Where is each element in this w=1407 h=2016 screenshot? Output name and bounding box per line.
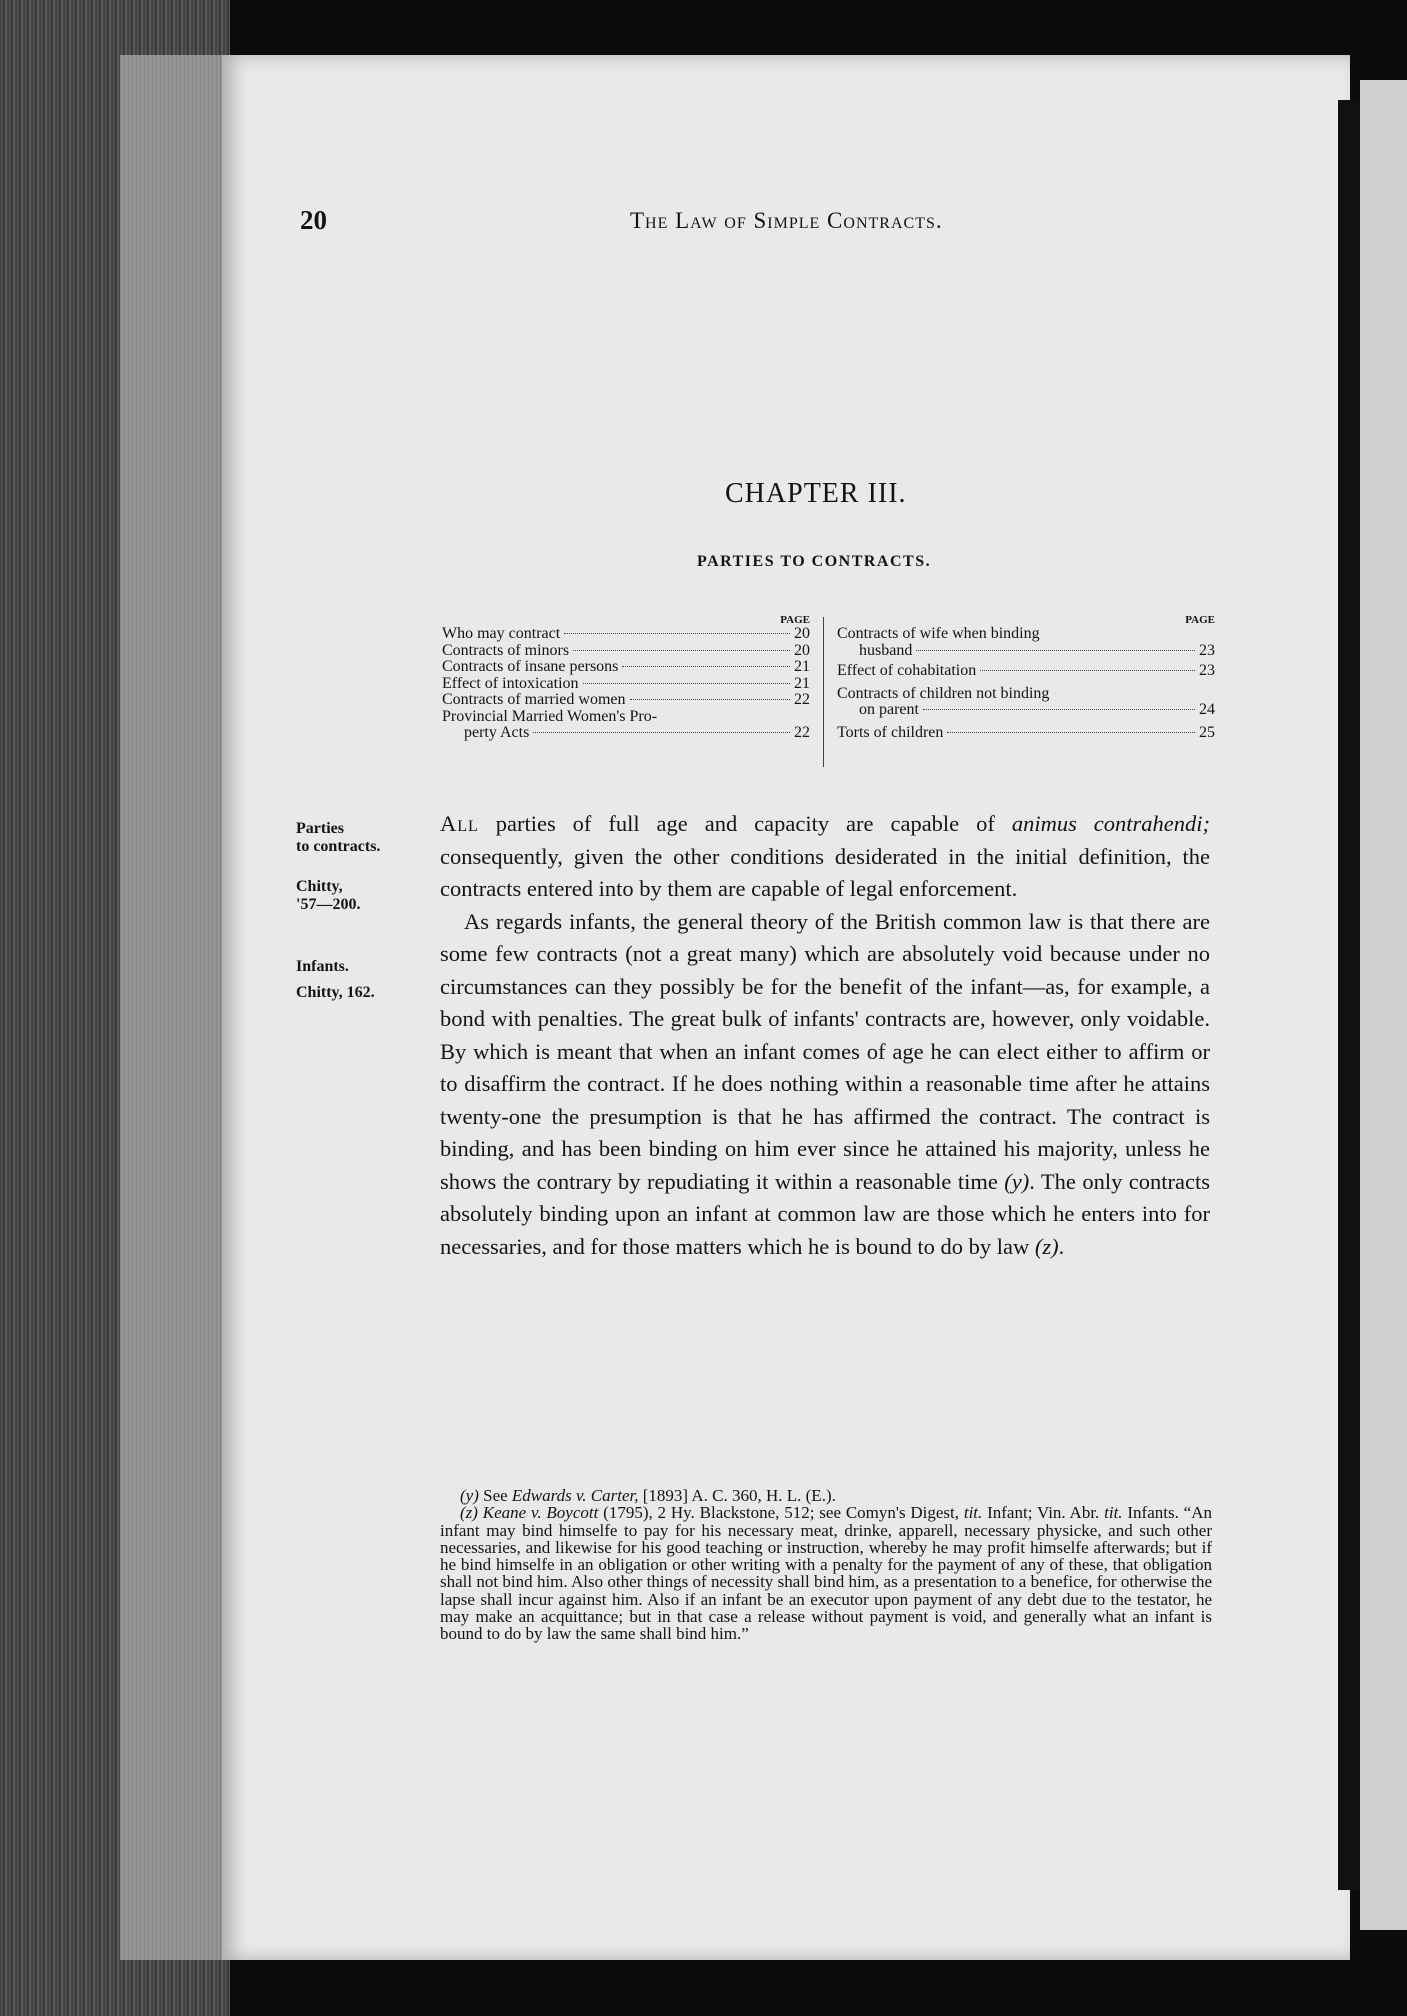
contents-item: Provincial Married Women's Pro- <box>442 707 658 725</box>
contents-item: Contracts of children not binding <box>837 684 1050 702</box>
page-edges <box>120 55 230 1960</box>
footnote-z: (z) Keane v. Boycott (1795), 2 Hy. Blackstone, 512; see Comyn's Digest, tit. Infant; Vin. Abr. tit. Infants. “An infant may bind himselfe to pay for his necessary meat, drinke, apparell, necessary physicke, and such other necessaries, and likewise for his good teaching or instruction, whereby he may profit himselfe afterwards; but if he bind himselfe in an obligation or other writing with a penalty for the payment of any of these, that obligation shall not bind him. Also other things of necessity shall bind him, as a presentation to a benefice, for otherwise the lapse shall incur against him. Also if an infant be an executor upon payment of any debt due to the testator, he may make an acquittance; but in that case a release without payment is void, and generally what an infant is bound to do by law the same shall bind him.” <box>440 1503 1212 1644</box>
page-column-heading: PAGE <box>1185 614 1215 626</box>
footnotes <box>440 1487 1212 1643</box>
contents-item: on parent 24 <box>859 701 1215 718</box>
page-number: 20 <box>300 205 327 235</box>
contents-divider <box>823 617 824 767</box>
contents-item: Who may contract 20 <box>442 625 810 642</box>
contents-item: Effect of cohabitation 23 <box>837 662 1215 679</box>
margin-note-infants: Infants. Chitty, 162. <box>296 958 375 1001</box>
contents-item: Torts of children 25 <box>837 723 1215 741</box>
contents-item: husband 23 <box>859 641 1215 659</box>
contents-item: Contracts of minors 20 <box>442 641 810 659</box>
page-header <box>300 205 1200 245</box>
footnote-ref-y: (y) <box>1004 1168 1030 1194</box>
section-title: PARTIES TO CONTRACTS. <box>697 553 932 570</box>
running-title: The Law of Simple Contracts. <box>630 208 943 233</box>
chapter-contents <box>442 612 1220 772</box>
margin-note-parties: Parties to contracts. <box>296 820 381 855</box>
gutter-shadow <box>1338 100 1360 1890</box>
footnote-y: (y) See Edwards v. Carter, [1893] A. C. 360, H. L. (E.). <box>460 1486 836 1505</box>
margin-note-chitty: Chitty, '57—200. <box>296 878 361 913</box>
contents-item: Contracts of wife when binding <box>837 625 1040 642</box>
paragraph: All parties of full age and capacity are capable of animus contrahendi; consequently, given the other conditions desiderated in the initial definition, the contracts entered into by them are capable of legal enforcement. <box>440 811 1210 901</box>
contents-left-column <box>442 612 810 742</box>
page-column-heading: PAGE <box>780 614 810 626</box>
contents-item: Effect of intoxication 21 <box>442 674 810 692</box>
paragraph: As regards infants, the general theory of the British common law is that there are some few contracts (not a great many) which are absolutely void because under no circumstances can they possibly be for the benefit of the infant—as, for example, a bond with penalties. The great bulk of infants' contracts are, however, only voidable. By which is meant that when an infant comes of age he can elect either to affirm or to disaffirm the contract. If he does nothing within a reasonable time after he attains twenty-one the presumption is that he has affirmed the contract. The contract is binding, and has been binding on him ever since he attained his majority, unless he shows the contrary by repudiating it within a reasonable time (y). The only contracts absolutely binding upon an infant at common law are those which he enters into for necessaries, and for those matters which he is bound to do by law (z). <box>440 908 1211 1259</box>
footnote-ref-z: (z) <box>1034 1233 1059 1259</box>
contents-right-column <box>837 612 1215 741</box>
contents-item: Contracts of insane persons 21 <box>442 658 810 675</box>
body-text <box>440 808 1210 1263</box>
facing-page-edge <box>1360 80 1407 1930</box>
contents-item: Contracts of married women 22 <box>442 691 810 708</box>
contents-item: perty Acts 22 <box>464 724 810 741</box>
chapter-title: CHAPTER III. <box>725 478 907 509</box>
